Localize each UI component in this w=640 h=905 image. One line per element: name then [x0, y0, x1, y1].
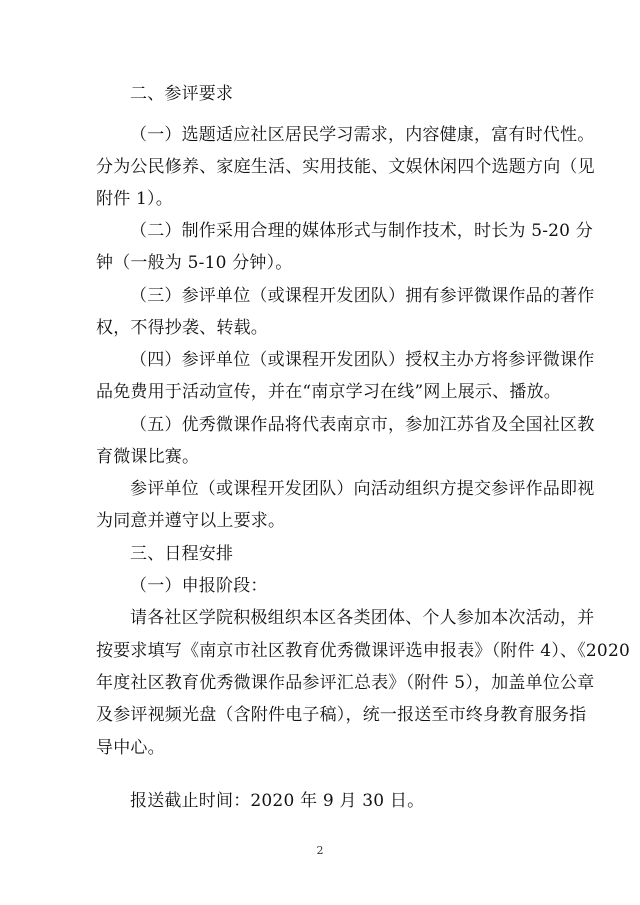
requirement-4-line-1: （四）参评单位（或课程开发团队）授权主办方将参评微课作	[130, 350, 595, 370]
application-paragraph-line-4: 及参评视频光盘（含附件电子稿），统一报送至市终身教育服务指	[96, 705, 587, 725]
page-number: 2	[316, 844, 324, 857]
section-heading-schedule: 三、日程安排	[130, 544, 234, 564]
application-paragraph-line-1: 请各社区学院积极组织本区各类团体、个人参加本次活动，并	[130, 608, 595, 628]
requirement-3-line-2: 权，不得抄袭、转载。	[96, 318, 268, 338]
requirement-1-line-1: （一）选题适应社区居民学习需求，内容健康，富有时代性。	[130, 125, 595, 145]
requirement-1-line-2: 分为公民修养、家庭生活、实用技能、文娱休闲四个选题方向（见	[96, 157, 595, 177]
schedule-subheading-application: （一）申报阶段：	[130, 576, 268, 596]
application-paragraph-line-3: 年度社区教育优秀微课作品参评汇总表》（附件 5），加盖单位公章	[96, 673, 595, 693]
requirement-2-line-2: 钟（一般为 5-10 分钟）。	[96, 253, 293, 273]
requirement-5-line-2: 育微课比赛。	[96, 447, 200, 467]
submission-deadline: 报送截止时间：2020 年 9 月 30 日。	[130, 791, 425, 811]
requirement-1-line-3: 附件 1）。	[96, 189, 173, 209]
requirements-closing-line-2: 为同意并遵守以上要求。	[96, 511, 286, 531]
requirement-4-line-2: 品免费用于活动宣传，并在“南京学习在线”网上展示、播放。	[96, 382, 561, 402]
requirement-3-line-1: （三）参评单位（或课程开发团队）拥有参评微课作品的著作	[130, 286, 595, 306]
section-heading-requirements: 二、参评要求	[130, 84, 234, 104]
requirement-2-line-1: （二）制作采用合理的媒体形式与制作技术，时长为 5-20 分	[130, 221, 593, 241]
application-paragraph-line-2: 按要求填写《南京市社区教育优秀微课评选申报表》（附件 4）、《2020	[96, 641, 630, 661]
requirement-5-line-1: （五）优秀微课作品将代表南京市，参加江苏省及全国社区教	[130, 415, 595, 435]
requirements-closing-line-1: 参评单位（或课程开发团队）向活动组织方提交参评作品即视	[130, 479, 595, 499]
application-paragraph-line-5: 导中心。	[96, 738, 165, 758]
